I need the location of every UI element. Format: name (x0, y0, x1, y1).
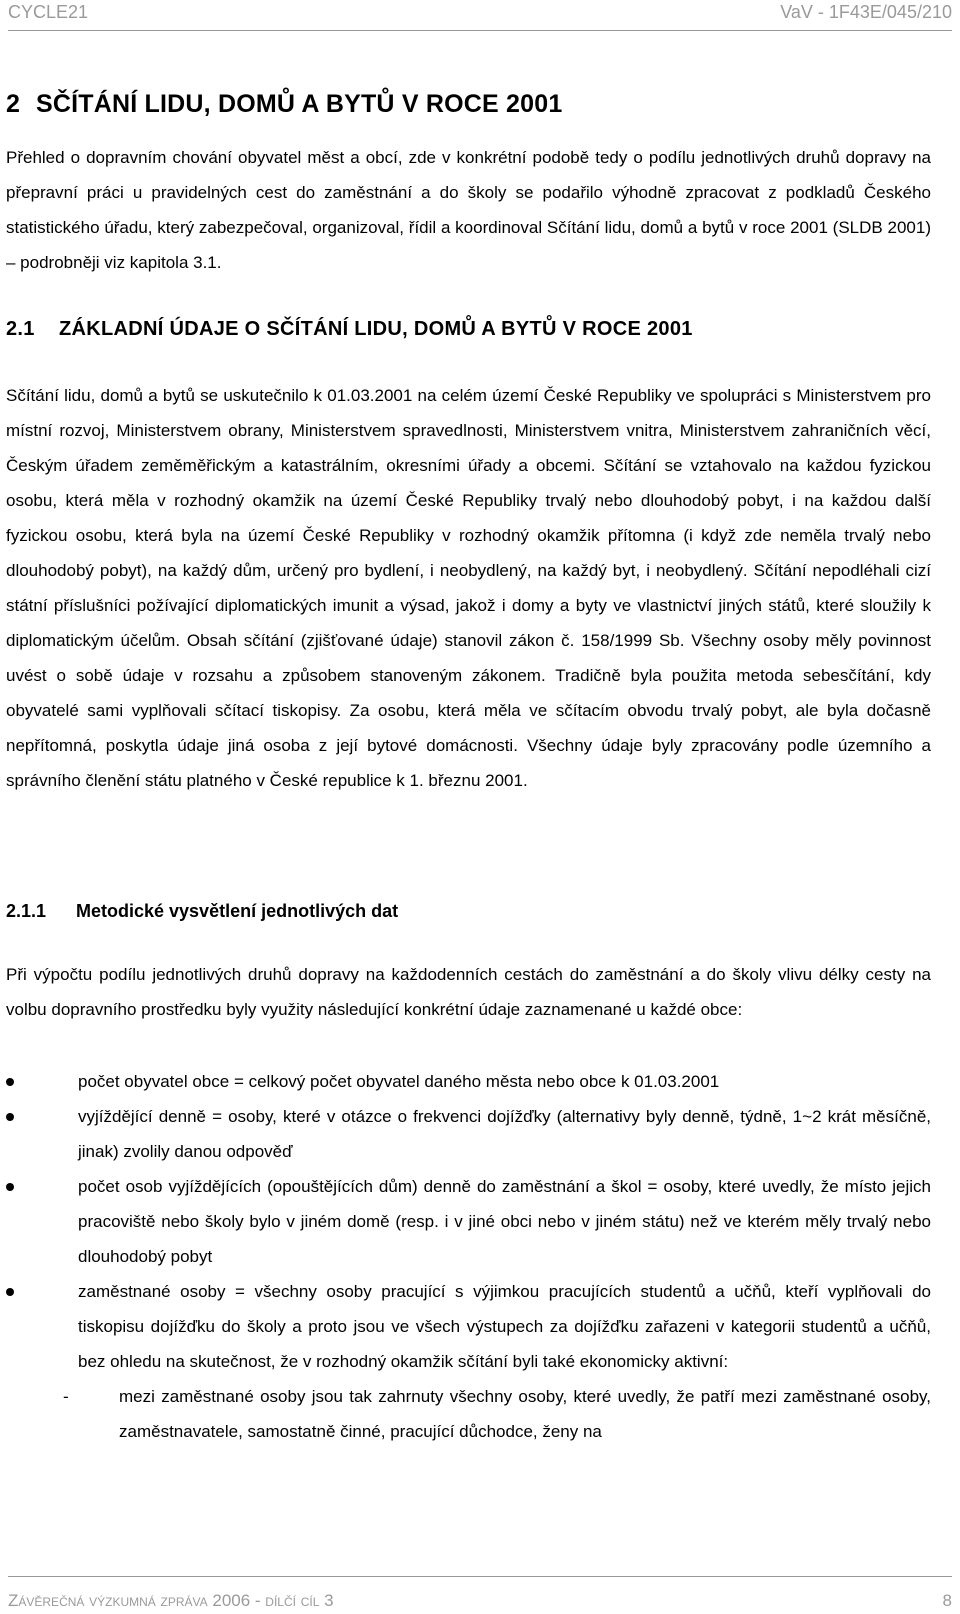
header-project-label: CYCLE21 (8, 2, 89, 22)
method-intro-paragraph: Při výpočtu podílu jednotlivých druhů dopravy na každodenních cestách do zaměstnání a do školy vlivu délky cesty na volbu dopravního prostředku byly využity následující konkrétní údaje zaznamenané u každé obce: (6, 965, 931, 1019)
list-item (6, 1274, 931, 1379)
subsection-number: 2.1.1 (6, 901, 47, 921)
section-number: 2.1 (6, 318, 35, 340)
page-header (8, 0, 952, 31)
data-definitions-list (6, 1064, 931, 1449)
bullet-icon (6, 1113, 14, 1121)
bullet-icon (6, 1078, 14, 1086)
list-item-text: počet osob vyjíždějících (opouštějících dům) denně do zaměstnání a škol = osoby, které uvedly, že místo jejich pracoviště nebo školy bylo v jiném domě (resp. i v jiné obci nebo v jiném státu) než ve kterém měly trvalý nebo dlouhodobý pobyt (78, 1177, 931, 1266)
intro-paragraph: Přehled o dopravním chování obyvatel měst a obcí, zde v konkrétní podobě tedy o podílu jednotlivých druhů dopravy na přepravní práci u pravidelných cest do zaměstnání a do školy se podařilo výhodně zpracovat z podkladů Českého statistického úřadu, který zabezpečoval, organizoval, řídil a koordinoval Sčítání lidu, domů a bytů v roce 2001 (SLDB 2001) – podrobněji viz kapitola 3.1. (6, 148, 931, 272)
sub-list-item (6, 1379, 931, 1449)
chapter-number: 2 (6, 90, 21, 118)
list-item-text: počet obyvatel obce = celkový počet obyvatel daného města nebo obce k 01.03.2001 (78, 1072, 720, 1091)
bullet-icon (6, 1288, 14, 1296)
chapter-title: SČÍTÁNÍ LIDU, DOMŮ A BYTŮ V ROCE 2001 (36, 90, 563, 118)
list-item-text: vyjíždějící denně = osoby, které v otázce o frekvenci dojížďky (alternativy byly denně, týdně, 1~2 krát měsíčně, jinak) zvolily danou odpověď (78, 1107, 931, 1161)
subsection-heading (6, 901, 398, 922)
bullet-icon (6, 1183, 14, 1191)
page-footer (8, 1576, 952, 1614)
subsection-title: Metodické vysvětlení jednotlivých dat (76, 901, 399, 921)
list-item (6, 1099, 931, 1169)
chapter-heading (6, 90, 931, 119)
document-content (6, 90, 931, 1441)
page-number: 8 (942, 1591, 952, 1610)
footer-report-title: Závěrečná výzkumná zpráva 2006 - dílčí cíl 3 (8, 1591, 334, 1610)
dash-marker: - (63, 1387, 69, 1406)
header-project-code: VaV - 1F43E/045/210 (780, 2, 952, 22)
list-item-text: zaměstnané osoby = všechny osoby pracující s výjimkou pracujících studentů a učňů, kteří vyplňovali do tiskopisu dojížďku do školy a proto jsou ve všech výstupech za dojížďku zařazeni v kategorii studentů a učňů, bez ohledu na skutečnost, že v rozhodný okamžik sčítání byli také ekonomicky aktivní: (78, 1282, 931, 1371)
section-title: ZÁKLADNÍ ÚDAJE O SČÍTÁNÍ LIDU, DOMŮ A BYTŮ V ROCE 2001 (59, 318, 693, 340)
list-item (6, 1169, 931, 1274)
section-heading (6, 318, 693, 341)
sub-list-item-text: mezi zaměstnané osoby jsou tak zahrnuty všechny osoby, které uvedly, že patří mezi zaměstnané osoby, zaměstnavatele, samostatně činné, pracující důchodce, ženy na (119, 1387, 931, 1441)
section-paragraph: Sčítání lidu, domů a bytů se uskutečnilo k 01.03.2001 na celém území České Republiky ve spolupráci s Ministerstvem pro místní rozvoj, Ministerstvem obrany, Ministerstvem spravedlnosti, Ministerstvem vnitra, Ministerstvem zahraničních věcí, Českým úřadem zeměměřickým a katastrálním, okresními úřady a obcemi. Sčítání se vztahovalo na každou fyzickou osobu, která měla v rozhodný okamžik na území České Republiky trvalý nebo dlouhodobý pobyt, i na každou další fyzickou osobu, která byla na území České Republiky v rozhodný okamžik přítomna (i když zde neměla trvalý nebo dlouhodobý pobyt), na každý dům, určený pro bydlení, i neobydlený, na každý byt, i neobydlený. Sčítání nepodléhali cizí státní příslušníci požívající diplomatických imunit a výsad, jakož i domy a byty ve vlastnictví jiných států, které sloužily k diplomatickým účelům. Obsah sčítání (zjišťované údaje) stanovil zákon č. 158/1999 Sb. Všechny osoby měly povinnost uvést o sobě údaje v rozsahu a způsobem stanoveným zákonem. Tradičně byla použita metoda sebesčítání, kdy obyvatelé sami vyplňovali sčítací tiskopisy. Za osobu, která měla ve sčítacím obvodu trvalý pobyt, ale byla dočasně nepřítomná, poskytla údaje jiná osoba z její bytové domácnosti. Všechny údaje byly zpracovány podle územního a správního členění státu platného v České republice k 1. březnu 2001. (6, 386, 931, 790)
list-item (6, 1064, 931, 1099)
